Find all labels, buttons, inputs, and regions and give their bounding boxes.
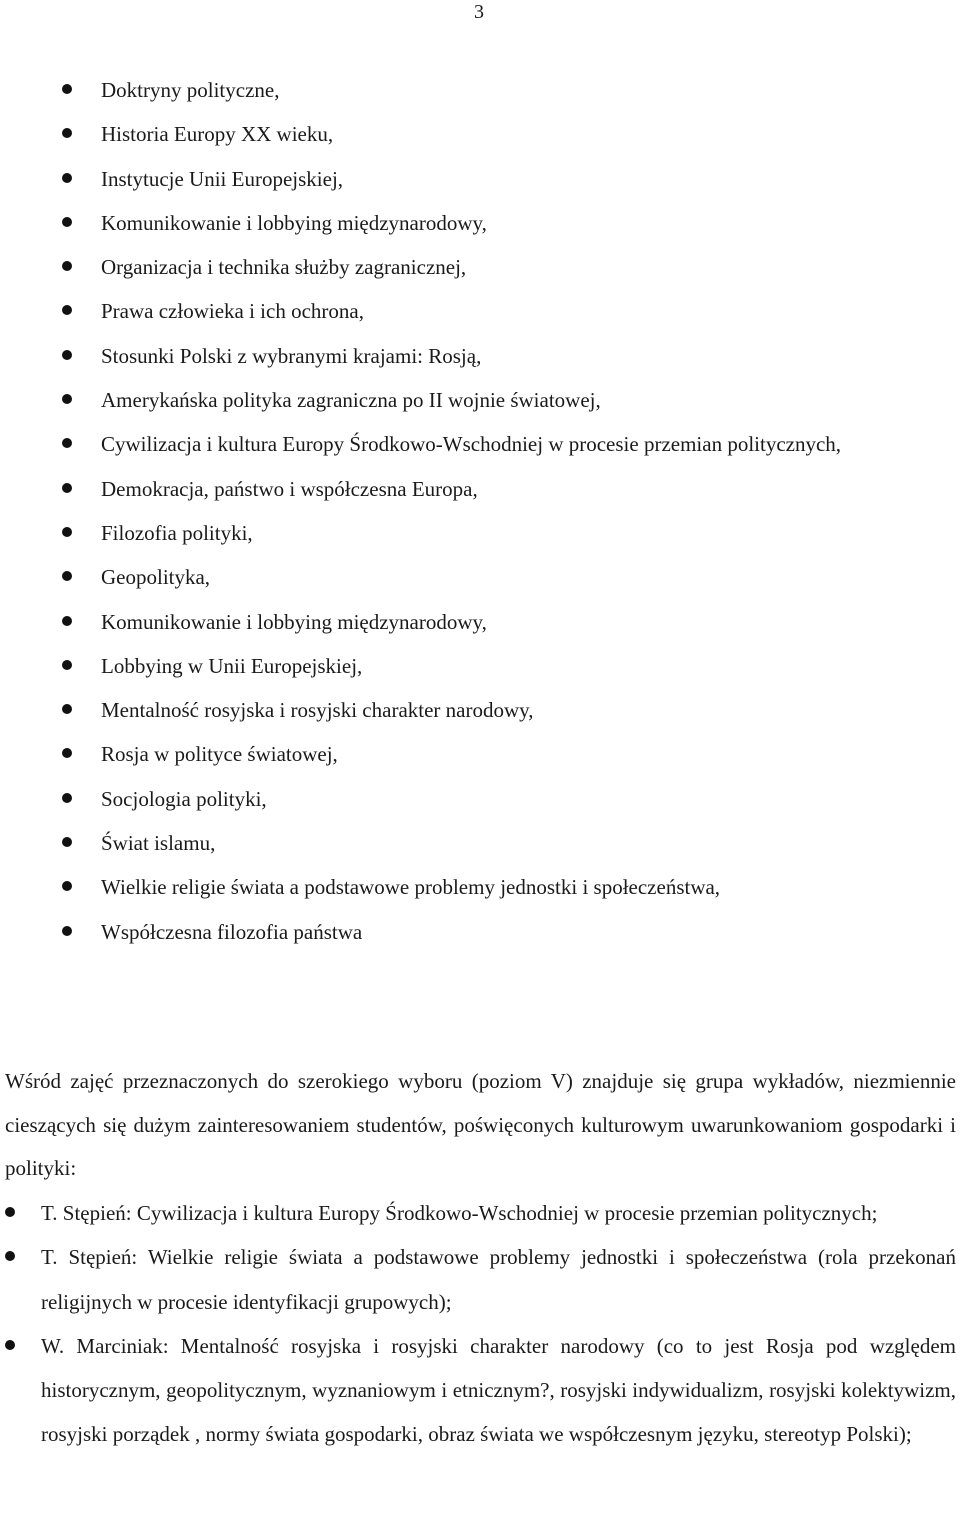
list-item-text: Wielkie religie świata a podstawowe problemy jednostki i społeczeństwa, <box>101 875 721 900</box>
bullet-icon <box>62 793 72 803</box>
bullet-icon <box>5 1340 15 1350</box>
bullet-icon <box>62 173 72 183</box>
list-item-text: W. Marciniak: Mentalność rosyjska i rosyjski charakter narodowy (co to jest Rosja pod względem historycznym, geopolitycznym, wyznaniowym i etnicznym?, rosyjski indywidualizm, rosyjski kolektywizm, rosyjski porządek , normy świata gospodarki, obraz świata we współczesnym języku, stereotyp Polski); <box>41 1333 956 1447</box>
list-item-text: Stosunki Polski z wybranymi krajami: Rosją, <box>101 343 482 368</box>
list-item <box>0 289 960 333</box>
bullet-icon <box>62 571 72 581</box>
list-item-text: Współczesna filozofia państwa <box>101 919 363 944</box>
bullet-icon <box>5 1207 15 1217</box>
list-item <box>0 378 960 422</box>
list-item <box>0 112 960 156</box>
list-item <box>0 68 960 112</box>
list-item-text: Lobbying w Unii Europejskiej, <box>101 653 363 678</box>
list-item <box>0 157 960 201</box>
list-item <box>0 467 960 511</box>
list-item <box>0 688 960 732</box>
bullet-icon <box>62 217 72 227</box>
list-item <box>0 732 960 776</box>
list-item-text: Cywilizacja i kultura Europy Środkowo-Wschodniej w procesie przemian politycznych, <box>101 432 842 457</box>
list-item-text: Amerykańska polityka zagraniczna po II wojnie światowej, <box>101 388 601 413</box>
list-item <box>0 201 960 245</box>
list-item-text: Historia Europy XX wieku, <box>101 122 334 147</box>
list-item-text: Filozofia polityki, <box>101 520 253 545</box>
list-item-text: Demokracja, państwo i współczesna Europa, <box>101 476 478 501</box>
bullet-icon <box>62 704 72 714</box>
list-item-text: Doktryny polityczne, <box>101 78 280 102</box>
bullet-icon <box>62 483 72 493</box>
bullet-icon <box>5 1251 15 1261</box>
list-item-text: T. Stępień: Wielkie religie świata a podstawowe problemy jednostki i społeczeństwa (rola przekonań religijnych w procesie identyfikacji grupowych); <box>41 1245 956 1314</box>
bullet-icon <box>62 660 72 670</box>
list-item-text: Instytucje Unii Europejskiej, <box>101 166 344 191</box>
list-item-text: Rosja w polityce światowej, <box>101 742 338 767</box>
list-item-text: T. Stępień: Cywilizacja i kultura Europy Środkowo-Wschodniej w procesie przemian politycznych; <box>41 1201 878 1225</box>
bullet-icon <box>62 438 72 448</box>
bullet-icon <box>62 261 72 271</box>
bullet-icon <box>62 394 72 404</box>
list-item-text: Prawa człowieka i ich ochrona, <box>101 299 364 324</box>
body-paragraph: Wśród zajęć przeznaczonych do szerokiego wyboru (poziom V) znajduje się grupa wykładów, niezmiennie cieszących się dużym zainteresowaniem studentów, poświęconych kulturowym uwarunkowaniom gospodarki i polityki: <box>5 1069 956 1180</box>
list-item <box>0 245 960 289</box>
bullet-icon <box>62 350 72 360</box>
list-item <box>0 334 960 378</box>
page-number: 3 <box>474 1 484 23</box>
list-item <box>0 1324 960 1457</box>
list-item <box>0 865 960 909</box>
bullet-icon <box>62 305 72 315</box>
list-item-text: Geopolityka, <box>101 565 211 590</box>
bullet-icon <box>62 748 72 758</box>
list-item <box>0 555 960 599</box>
bullet-icon <box>62 837 72 847</box>
list-item <box>0 910 960 954</box>
list-item <box>0 1191 960 1235</box>
list-item <box>0 821 960 865</box>
list-item-text: Mentalność rosyjska i rosyjski charakter narodowy, <box>101 698 534 723</box>
list-item-text: Socjologia polityki, <box>101 786 267 811</box>
list-item-text: Organizacja i technika służby zagranicznej, <box>101 255 467 280</box>
list-item <box>0 511 960 555</box>
list-item <box>0 422 960 466</box>
bullet-icon <box>62 84 72 94</box>
bullet-icon <box>62 527 72 537</box>
bullet-icon <box>62 128 72 138</box>
list-item-text: Komunikowanie i lobbying międzynarodowy, <box>101 210 487 235</box>
list-item-text: Komunikowanie i lobbying międzynarodowy, <box>101 609 487 634</box>
courses-list <box>0 68 960 954</box>
lectures-list <box>0 1191 960 1457</box>
bullet-icon <box>62 616 72 626</box>
list-item <box>0 777 960 821</box>
list-item-text: Świat islamu, <box>101 831 216 856</box>
bullet-icon <box>62 881 72 891</box>
list-item <box>0 600 960 644</box>
list-item <box>0 1235 960 1324</box>
list-item <box>0 644 960 688</box>
bullet-icon <box>62 926 72 936</box>
